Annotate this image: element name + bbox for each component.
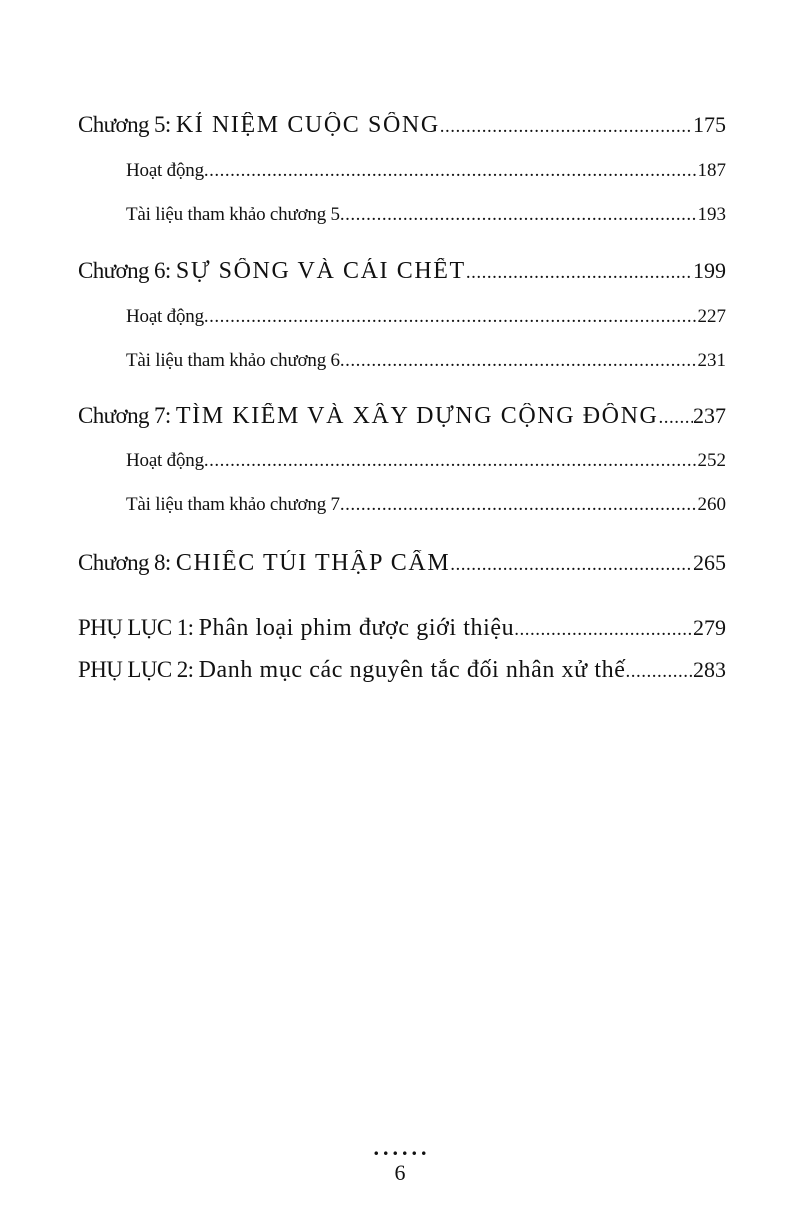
chapter-7-activities-page: 252 <box>697 450 726 471</box>
chapter-7-heading <box>78 403 658 430</box>
toc-entry-chapter-8[interactable] <box>78 550 726 577</box>
footer-ornament: ...... <box>373 1135 431 1160</box>
appendix-2-prefix: PHỤ LỤC 2: <box>78 657 199 682</box>
dot-leader <box>204 306 698 328</box>
chapter-7-references-label: Tài liệu tham khảo chương 7 <box>126 494 340 515</box>
chapter-6-title: SỰ SỐNG VÀ CÁI CHẾT <box>175 258 466 284</box>
chapter-7-prefix: Chương 7: <box>78 403 176 428</box>
chapter-7-references-page: 260 <box>697 494 726 515</box>
toc-entry-chapter-6-activities[interactable] <box>126 306 726 328</box>
chapter-5-references-label: Tài liệu tham khảo chương 5 <box>126 204 340 225</box>
chapter-6-references-page: 231 <box>697 350 726 371</box>
chapter-6-prefix: Chương 6: <box>78 258 176 283</box>
chapter-5-heading <box>78 112 440 139</box>
toc-entry-chapter-5-references[interactable] <box>126 204 726 226</box>
appendix-2-heading <box>78 657 626 684</box>
chapter-6-page: 199 <box>693 258 726 283</box>
appendix-2-page: 283 <box>693 657 726 682</box>
chapter-5-prefix: Chương 5: <box>78 112 176 137</box>
dot-leader <box>466 262 693 284</box>
chapter-6-activities-label: Hoạt động <box>126 306 204 327</box>
dot-leader <box>658 407 693 429</box>
chapter-6-heading <box>78 258 466 285</box>
appendix-1-heading <box>78 615 514 642</box>
toc-entry-chapter-5[interactable] <box>78 112 726 139</box>
toc-entry-chapter-7-activities[interactable] <box>126 450 726 472</box>
chapter-8-heading <box>78 550 450 577</box>
toc-entry-chapter-6-references[interactable] <box>126 350 726 372</box>
chapter-5-references-page: 193 <box>697 204 726 225</box>
toc-entry-chapter-5-activities[interactable] <box>126 160 726 182</box>
dot-leader <box>340 204 698 226</box>
chapter-7-activities-label: Hoạt động <box>126 450 204 471</box>
chapter-6-activities-page: 227 <box>697 306 726 327</box>
dot-leader <box>514 619 693 641</box>
chapter-5-activities-page: 187 <box>697 160 726 181</box>
appendix-1-page: 279 <box>693 615 726 640</box>
dot-leader <box>450 554 693 576</box>
dot-leader <box>340 494 698 516</box>
chapter-5-title: KỈ NIỆM CUỘC SỐNG <box>175 112 440 138</box>
toc-entry-chapter-7-references[interactable] <box>126 494 726 516</box>
dot-leader <box>204 450 698 472</box>
chapter-5-activities-label: Hoạt động <box>126 160 204 181</box>
chapter-8-prefix: Chương 8: <box>78 550 176 575</box>
dot-leader <box>440 116 693 138</box>
chapter-8-page: 265 <box>693 550 726 575</box>
chapter-5-page: 175 <box>693 112 726 137</box>
appendix-2-title: Danh mục các nguyên tắc đối nhân xử thế <box>198 657 626 683</box>
dot-leader <box>626 661 694 683</box>
chapter-6-references-label: Tài liệu tham khảo chương 6 <box>126 350 340 371</box>
appendix-1-prefix: PHỤ LỤC 1: <box>78 615 199 640</box>
toc-entry-chapter-6[interactable] <box>78 258 726 285</box>
dot-leader <box>340 350 698 372</box>
chapter-8-title: CHIẾC TÚI THẬP CẨM <box>175 550 451 576</box>
appendix-1-title: Phân loại phim được giới thiệu <box>198 615 515 641</box>
dot-leader <box>204 160 698 182</box>
toc-entry-appendix-1[interactable] <box>78 615 726 642</box>
chapter-7-title: TÌM KIẾM VÀ XÂY DỰNG CỘNG ĐỒNG <box>175 403 659 429</box>
page-number: 6 <box>394 1160 406 1185</box>
toc-entry-chapter-7[interactable] <box>78 403 726 430</box>
chapter-7-page: 237 <box>693 403 726 428</box>
toc-entry-appendix-2[interactable] <box>78 657 726 684</box>
